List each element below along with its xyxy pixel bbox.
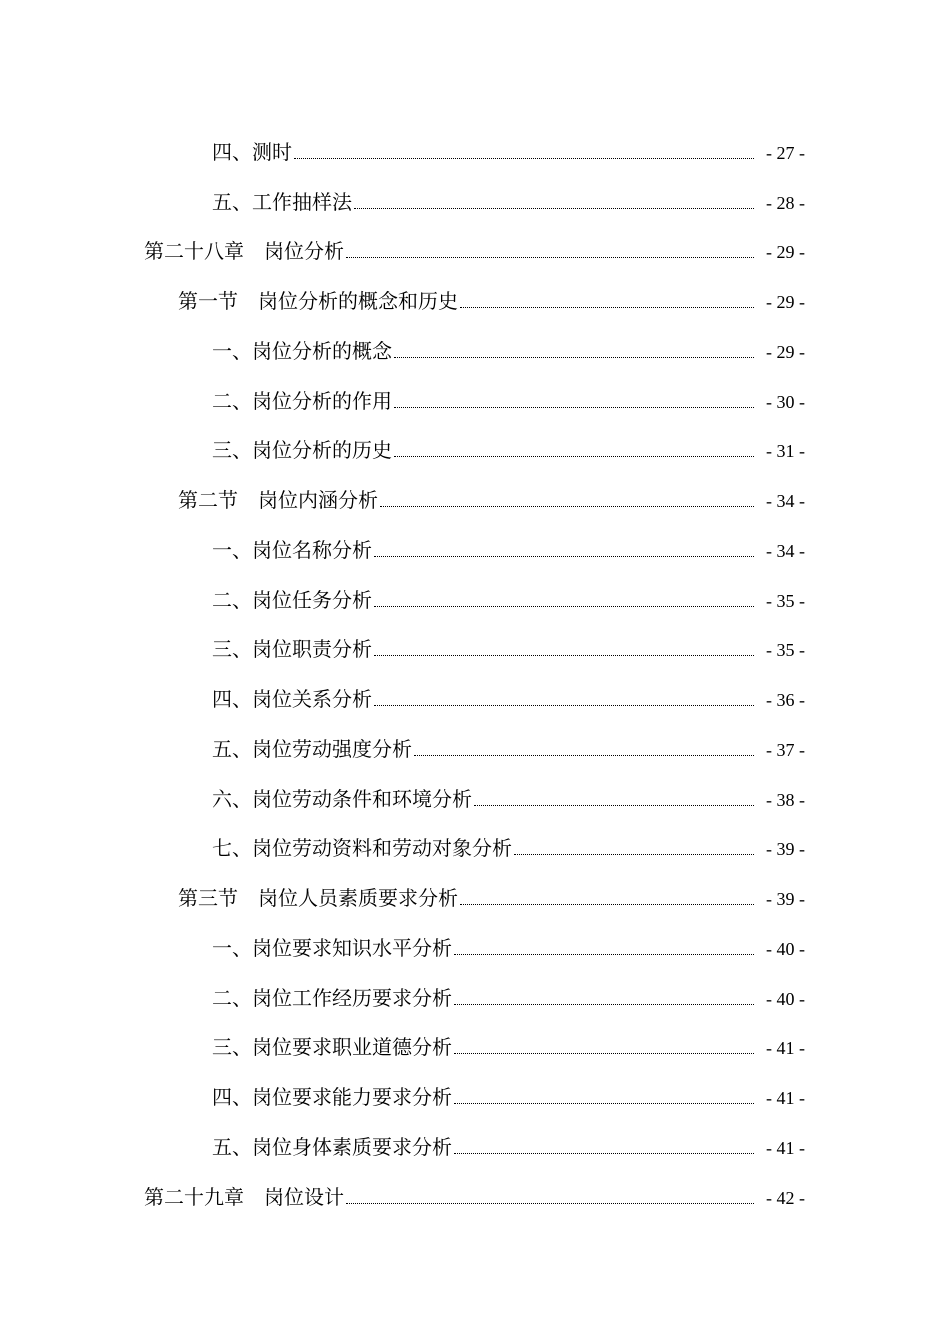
toc-entry-title: 三、岗位要求职业道德分析 <box>212 1035 452 1060</box>
dot-leader <box>460 306 754 308</box>
toc-page-number: - 42 - <box>766 1187 805 1208</box>
dot-leader <box>474 804 754 806</box>
toc-entry[interactable] <box>0 1121 950 1171</box>
toc-page-number: - 36 - <box>766 690 805 710</box>
toc-entry[interactable] <box>0 723 950 773</box>
toc-entry[interactable] <box>0 176 950 226</box>
toc-page-number: - 27 - <box>766 142 805 163</box>
toc-entry[interactable] <box>0 375 950 425</box>
toc-page-number: - 28 - <box>766 192 805 213</box>
toc-page-number: - 34 - <box>766 540 805 561</box>
toc-chapter-entry[interactable] <box>0 226 950 276</box>
toc-entry-title: 一、岗位要求知识水平分析 <box>212 935 452 960</box>
toc-entry-title: 二、岗位任务分析 <box>212 587 372 612</box>
toc-entry-title: 六、岗位劳动条件和环境分析 <box>212 786 472 811</box>
toc-section-entry[interactable] <box>0 275 950 325</box>
toc-entry[interactable] <box>0 823 950 873</box>
toc-page-number: - 29 - <box>766 292 805 312</box>
toc-entry[interactable] <box>0 673 950 723</box>
toc-page-number: - 35 - <box>766 640 805 661</box>
dot-leader <box>454 1052 754 1054</box>
toc-page-number: - 41 - <box>766 1088 805 1108</box>
dot-leader <box>454 1152 754 1154</box>
toc-entry-title: 三、岗位分析的历史 <box>212 438 392 463</box>
toc-entry-title: 第二十九章 岗位设计 <box>144 1184 344 1209</box>
dot-leader <box>374 605 754 607</box>
dot-leader <box>394 356 754 358</box>
toc-entry-title: 第二节 岗位内涵分析 <box>178 488 378 512</box>
dot-leader <box>454 1102 754 1104</box>
toc-entry[interactable] <box>0 773 950 823</box>
toc-page-number: - 40 - <box>766 938 805 959</box>
toc-entry-title: 七、岗位劳动资料和劳动对象分析 <box>212 836 512 861</box>
toc-entry[interactable] <box>0 1071 950 1121</box>
toc-entry[interactable] <box>0 325 950 375</box>
toc-page-number: - 29 - <box>766 242 805 263</box>
toc-entry-title: 二、岗位分析的作用 <box>212 388 392 413</box>
toc-entry[interactable] <box>0 425 950 475</box>
toc-page-number: - 29 - <box>766 341 805 362</box>
toc-page-number: - 40 - <box>766 988 805 1009</box>
dot-leader <box>380 505 754 507</box>
toc-entry-title: 二、岗位工作经历要求分析 <box>212 985 452 1010</box>
toc-entry-title: 一、岗位名称分析 <box>212 537 372 562</box>
toc-entry[interactable] <box>0 574 950 624</box>
toc-entry-title: 三、岗位职责分析 <box>212 637 372 662</box>
toc-page-number: - 31 - <box>766 441 805 462</box>
toc-entry-title: 四、岗位关系分析 <box>212 687 372 711</box>
dot-leader <box>460 903 754 905</box>
dot-leader <box>354 207 754 209</box>
toc-page-number: - 39 - <box>766 889 805 909</box>
toc-entry-title: 一、岗位分析的概念 <box>212 338 392 363</box>
table-of-contents <box>0 126 950 1221</box>
toc-page-number: - 39 - <box>766 839 805 860</box>
dot-leader <box>454 953 754 955</box>
toc-section-entry[interactable] <box>0 474 950 524</box>
toc-entry[interactable] <box>0 1022 950 1072</box>
toc-entry-title: 第三节 岗位人员素质要求分析 <box>178 886 458 910</box>
toc-entry-title: 第二十八章 岗位分析 <box>144 239 344 264</box>
dot-leader <box>394 455 754 457</box>
toc-entry[interactable] <box>0 972 950 1022</box>
toc-page-number: - 34 - <box>766 491 805 511</box>
toc-entry-title: 第一节 岗位分析的概念和历史 <box>178 289 458 313</box>
toc-page-number: - 30 - <box>766 391 805 412</box>
dot-leader <box>374 654 754 656</box>
dot-leader <box>454 1003 754 1005</box>
toc-entry-title: 五、岗位身体素质要求分析 <box>212 1134 452 1159</box>
toc-entry-title: 四、岗位要求能力要求分析 <box>212 1085 452 1109</box>
toc-chapter-entry[interactable] <box>0 1171 950 1221</box>
toc-page-number: - 41 - <box>766 1137 805 1158</box>
dot-leader <box>394 406 754 408</box>
toc-page-number: - 35 - <box>766 590 805 611</box>
dot-leader <box>374 704 754 706</box>
toc-entry-title: 五、岗位劳动强度分析 <box>212 736 412 761</box>
toc-entry[interactable] <box>0 624 950 674</box>
dot-leader <box>514 853 754 855</box>
dot-leader <box>294 157 754 159</box>
dot-leader <box>374 555 754 557</box>
toc-entry-title: 四、测时 <box>212 139 292 164</box>
toc-entry[interactable] <box>0 126 950 176</box>
toc-entry[interactable] <box>0 524 950 574</box>
dot-leader <box>346 1202 754 1204</box>
toc-page-number: - 38 - <box>766 789 805 810</box>
dot-leader <box>414 754 754 756</box>
toc-section-entry[interactable] <box>0 872 950 922</box>
toc-entry-title: 五、工作抽样法 <box>212 189 352 214</box>
toc-page-number: - 37 - <box>766 739 805 760</box>
toc-entry[interactable] <box>0 922 950 972</box>
dot-leader <box>346 256 754 258</box>
toc-page-number: - 41 - <box>766 1038 805 1059</box>
